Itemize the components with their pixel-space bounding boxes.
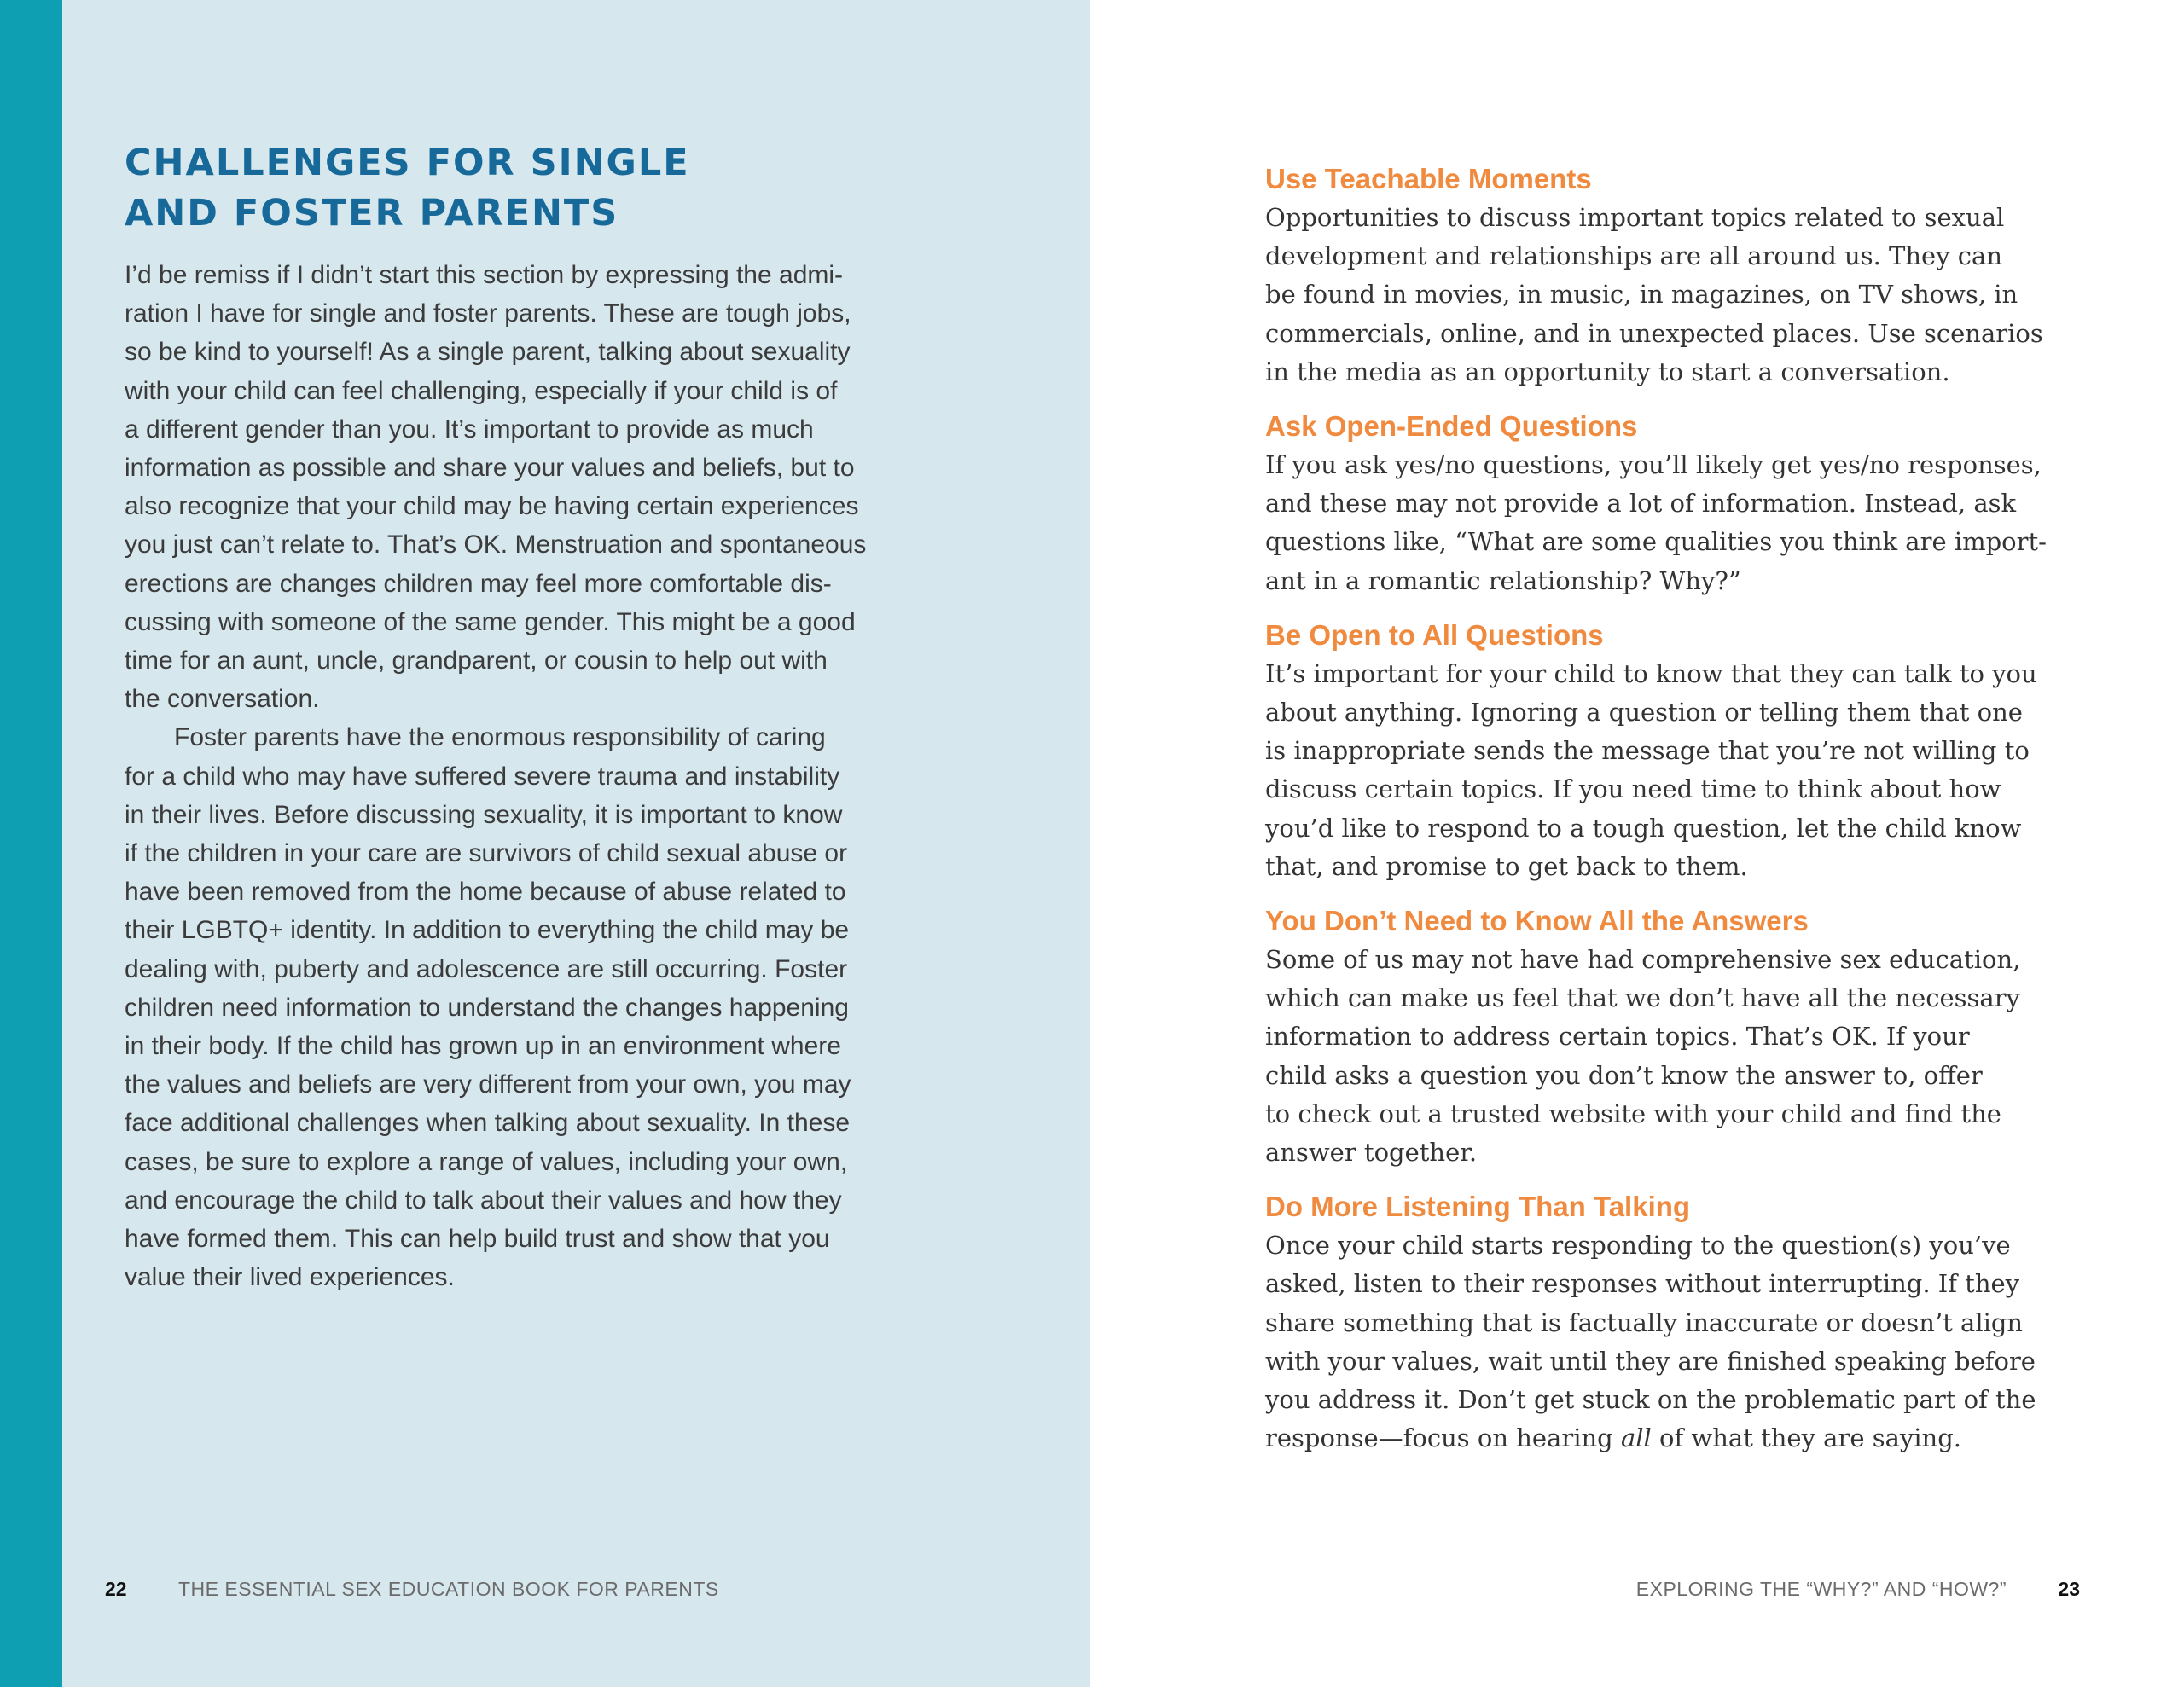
text-line: time for an aunt, uncle, grandparent, or cousin to help out with bbox=[125, 646, 828, 675]
text-line: in the media as an opportunity to start a conversation. bbox=[1265, 357, 1950, 386]
text-line: I’d be remiss if I didn’t start this section by expressing the admi- bbox=[125, 261, 844, 289]
text-line: their LGBTQ+ identity. In addition to everything the child may be bbox=[125, 916, 850, 945]
tips-list bbox=[1265, 159, 2135, 1473]
paragraph-single-parents bbox=[125, 256, 918, 718]
text-line: Foster parents have the enormous responsibility of caring bbox=[174, 723, 826, 752]
text-line: the values and beliefs are very different from your own, you may bbox=[125, 1070, 851, 1099]
text-line: you just can’t relate to. That’s OK. Menstruation and spontaneous bbox=[125, 530, 867, 559]
tip-section bbox=[1265, 1187, 2135, 1458]
left-page bbox=[0, 0, 1090, 1687]
text-line: to check out a trusted website with your child and find the bbox=[1265, 1099, 2001, 1128]
section-heading-line: CHALLENGES FOR SINGLE bbox=[125, 142, 690, 184]
left-page-footer bbox=[105, 1578, 719, 1601]
text-line: that, and promise to get back to them. bbox=[1265, 851, 1748, 881]
text-line: face additional challenges when talking about sexuality. In these bbox=[125, 1109, 851, 1138]
text-line: discuss certain topics. If you need time to think about how bbox=[1265, 774, 2001, 804]
text-line: information as possible and share your values and beliefs, but to bbox=[125, 454, 855, 483]
text-line: commercials, online, and in unexpected places. Use scenarios bbox=[1265, 318, 2043, 348]
emphasis-text: all bbox=[1620, 1423, 1652, 1453]
text-line: ant in a romantic relationship? Why?” bbox=[1265, 565, 1741, 595]
tip-title: You Don’t Need to Know All the Answers bbox=[1265, 905, 1809, 937]
text-line: you address it. Don’t get stuck on the problematic part of the bbox=[1265, 1385, 2036, 1415]
text-line: Opportunities to discuss important topics related to sexual bbox=[1265, 203, 2005, 232]
tip-body bbox=[1265, 941, 2135, 1172]
text-line: It’s important for your child to know that they can talk to you bbox=[1265, 658, 2037, 688]
paragraph-foster-parents bbox=[125, 718, 918, 1296]
text-line: children need information to understand the changes happening bbox=[125, 993, 849, 1022]
text-fragment: response—focus on hearing bbox=[1265, 1423, 1621, 1453]
text-line: which can make us feel that we don’t have all the necessary bbox=[1265, 983, 2020, 1013]
tip-body bbox=[1265, 199, 2135, 391]
text-line: in their lives. Before discussing sexuality, it is important to know bbox=[125, 800, 843, 829]
tip-body bbox=[1265, 446, 2135, 600]
text-line: you’d like to respond to a tough question, let the child know bbox=[1265, 813, 2022, 843]
tip-body bbox=[1265, 1226, 2135, 1458]
text-line: in their body. If the child has grown up in an environment where bbox=[125, 1032, 841, 1061]
tip-section bbox=[1265, 901, 2135, 1172]
text-line: so be kind to yourself! As a single parent, talking about sexuality bbox=[125, 338, 851, 367]
text-line: also recognize that your child may be having certain experiences bbox=[125, 492, 859, 521]
text-line: a different gender than you. It’s important to provide as much bbox=[125, 415, 814, 443]
text-line: about anything. Ignoring a question or telling them that one bbox=[1265, 698, 2023, 728]
text-line: If you ask yes/no questions, you’ll likely get yes/no responses, bbox=[1265, 450, 2042, 480]
tip-title: Be Open to All Questions bbox=[1265, 618, 1604, 651]
page-number: 22 bbox=[105, 1578, 127, 1600]
running-head: EXPLORING THE “WHY?” AND “HOW?” bbox=[1635, 1578, 2007, 1600]
tip-section bbox=[1265, 407, 2135, 600]
right-page-footer bbox=[1636, 1578, 2080, 1601]
text-line: share something that is factually inaccurate or doesn’t align bbox=[1265, 1307, 2024, 1337]
section-heading-line: AND FOSTER PARENTS bbox=[125, 192, 619, 235]
text-line: dealing with, puberty and adolescence are still occurring. Foster bbox=[125, 954, 848, 983]
text-line: cases, be sure to explore a range of values, including your own, bbox=[125, 1147, 848, 1176]
text-line: if the children in your care are survivors of child sexual abuse or bbox=[125, 839, 848, 868]
text-line: Once your child starts responding to the question(s) you’ve bbox=[1265, 1231, 2011, 1261]
text-line: child asks a question you don’t know the answer to, offer bbox=[1265, 1060, 1983, 1090]
tip-section bbox=[1265, 616, 2135, 886]
text-line: Some of us may not have had comprehensive sex education, bbox=[1265, 945, 2021, 975]
text-line: the conversation. bbox=[125, 685, 320, 714]
tip-section bbox=[1265, 159, 2135, 391]
text-line: have been removed from the home because of abuse related to bbox=[125, 878, 846, 907]
text-line: is inappropriate sends the message that you’re not willing to bbox=[1265, 736, 2030, 766]
running-head: THE ESSENTIAL SEX EDUCATION BOOK FOR PARENTS bbox=[177, 1578, 719, 1600]
spine-color-bar bbox=[0, 0, 62, 1687]
text-line: answer together. bbox=[1265, 1138, 1478, 1168]
tip-title: Use Teachable Moments bbox=[1265, 163, 1592, 194]
tip-title: Ask Open-Ended Questions bbox=[1265, 410, 1638, 443]
left-body-text bbox=[125, 256, 918, 1296]
text-line: ration I have for single and foster parents. These are tough jobs, bbox=[125, 299, 851, 328]
text-line: asked, listen to their responses without interrupting. If they bbox=[1265, 1269, 2020, 1299]
text-line: and encourage the child to talk about their values and how they bbox=[125, 1186, 842, 1215]
text-line: and these may not provide a lot of information. Instead, ask bbox=[1265, 489, 2017, 519]
text-line: be found in movies, in music, in magazines, on TV shows, in bbox=[1265, 280, 2018, 310]
text-line: value their lived experiences. bbox=[125, 1263, 455, 1292]
tip-title: Do More Listening Than Talking bbox=[1265, 1191, 1691, 1223]
text-line: with your values, wait until they are finished speaking before bbox=[1265, 1346, 2036, 1376]
text-line: information to address certain topics. That’s OK. If your bbox=[1265, 1022, 1970, 1052]
text-line: development and relationships are all around us. They can bbox=[1265, 241, 2003, 271]
text-line: cussing with someone of the same gender. This might be a good bbox=[125, 607, 856, 636]
tip-body bbox=[1265, 655, 2135, 886]
text-fragment: of what they are saying. bbox=[1651, 1423, 1962, 1453]
section-heading bbox=[125, 138, 909, 239]
page-number: 23 bbox=[2058, 1578, 2080, 1600]
text-line bbox=[1265, 1419, 2135, 1458]
text-line: for a child who may have suffered severe trauma and instability bbox=[125, 762, 840, 791]
text-line: with your child can feel challenging, especially if your child is of bbox=[125, 376, 838, 405]
text-line: questions like, “What are some qualities you think are import- bbox=[1265, 527, 2047, 557]
text-line: have formed them. This can help build trust and show that you bbox=[125, 1225, 830, 1254]
text-line: erections are changes children may feel more comfortable dis- bbox=[125, 569, 832, 598]
